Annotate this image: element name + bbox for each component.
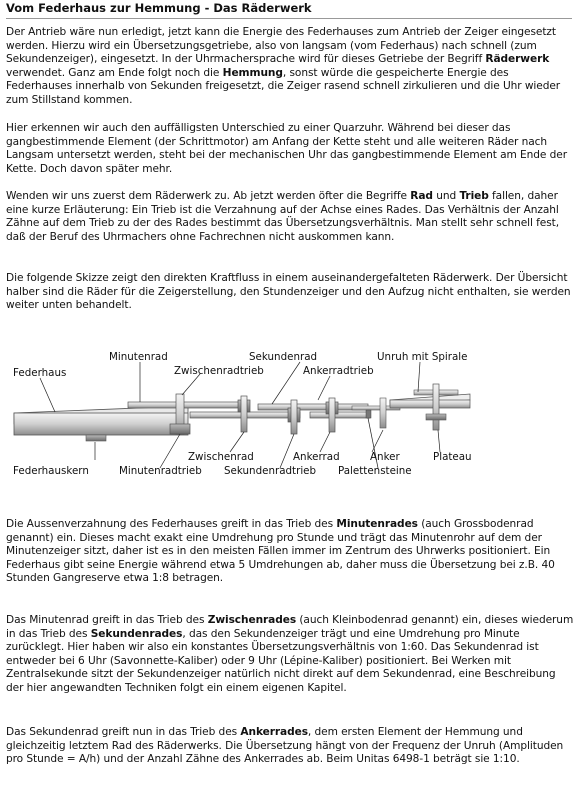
label-zwischenrad: Zwischenrad [188,451,254,463]
ankerrad-wheel [310,398,370,432]
bold-term: Hemmung [222,66,283,79]
bold-term: Sekundenrades [90,627,183,640]
paragraph-quartz-comparison: Hier erkennen wir auch den auffälligsten Unterschied zu einer Quarzuhr. Während bei dieser das gangbestimmende Element (der Schrittmotor) am Anfang der Kette steht und alle weiteren Räder nach Langsam untersetzt werden, steht bei der mechanischen Uhr das gangbestimmende Element am Ende der Kette. Doch davon später mehr. [6,122,567,175]
label-minutenrad: Minutenrad [109,351,168,363]
paragraph-sketch-intro: Die folgende Skizze zeigt den direkten Kraftfluss in einem auseinandergefalteten Räderwerk. Der Übersicht halber sind die Räder für die Zeigerstellung, den Stundenzeiger und den Aufzug nicht enthalten, sie werden weiter unten behandelt. [6,272,571,312]
label-unruh-mit-spirale: Unruh mit Spirale [377,351,468,363]
label-palettensteine: Palettensteine [338,465,412,477]
label-sekundenradtrieb: Sekundenradtrieb [224,465,317,477]
label-sekundenrad: Sekundenrad [249,351,318,363]
label-zwischenradtrieb: Zwischenradtrieb [174,365,264,377]
label-anker: Anker [370,451,400,463]
paragraph-ankerrad: Das Sekundenrad greift nun in das Trieb des Ankerrades, dem ersten Element der Hemmung und gleichzeitig letztem Rad des Räderwerks. Die Übersetzung hängt von der Frequenz der Unruh (Amplituden pro Stunde = A/h) und der Anzahl Zähne des Ankerrades ab. Beim Unitas 6498-1 beträgt sie 1:10. [6,726,564,766]
label-minutenradtrieb: Minutenradtrieb [119,465,202,477]
label-ankerrad: Ankerrad [293,451,340,463]
bold-term: Zwischenrades [207,614,297,626]
federhaus-barrel [14,406,188,441]
bold-term: Trieb [459,190,489,202]
label-ankerradtrieb: Ankerradtrieb [303,365,374,377]
label-plateau: Plateau [433,451,472,463]
zwischenrad-wheel [190,396,300,432]
paragraph-zwischenrad-sekundenrad: Das Minutenrad greift in das Trieb des Zwischenrades (auch Kleinbodenrad genannt) ein, dieses wiederum in das Trieb des Sekundenrades, das den Sekundenzeiger trägt und eine Umdrehung pro Minute zurücklegt. Hier haben wir also ein konstantes Übersetzungsverhältnis von 1:60. Das Sekundenrad ist entweder bei 6 Uhr (Savonnette-Kaliber) oder 9 Uhr (Lépine-Kaliber) positioniert. Bei Werken mit Zentralsekunde sitzt der Sekundenzeiger natürlich nicht direkt auf dem Sekundenrad, eine Beschreibung der hier angewandten Techniken folgt ein einem eigenen Kapitel. [6,614,574,694]
label-federhauskern: Federhauskern [13,465,89,477]
bold-term: Ankerrades [240,726,308,738]
page-title: Vom Federhaus zur Hemmung - Das Räderwerk [6,1,572,19]
paragraph-minutenrad: Die Aussenverzahnung des Federhauses greift in das Trieb des Minutenrades (auch Grossbodenrad genannt) ein. Dieses macht exakt eine Umdrehung pro Stunde und trägt das Minutenrohr auf dem der Minutenzeiger sitzt, daher ist es in den meisten Fällen immer im Zentrum des Uhrwerks positioniert. Ein Federhaus gibt seine Energie während etwa 5 Umdrehungen ab, daher muss die Übersetzung bei z.B. 40 Stunden Gangreserve etwa 1:8 betragen. [6,518,555,585]
bold-term: Räderwerk [485,53,550,66]
gear-train-diagram [0,340,579,490]
bold-term: Rad [410,190,433,202]
label-federhaus: Federhaus [13,367,67,379]
bold-term: Minutenrades [336,518,418,530]
paragraph-rad-trieb: Wenden wir uns zuerst dem Räderwerk zu. Ab jetzt werden öfter die Begriffe Rad und Trieb fallen, daher eine kurze Erläuterung: Ein Trieb ist die Verzahnung auf der Achse eines Rades. Das Verhältnis der Anzahl Zähne auf dem Trieb zu der des Rades bestimmt das Übersetzungsverhältnis. Man stellt sehr schnell fest, daß der Beruf des Uhrmachers ohne Fachrechnen nicht auskommen kann. [6,190,560,243]
paragraph-intro: Der Antrieb wäre nun erledigt, jetzt kann die Energie des Federhauses zum Antrieb der Zeiger eingesetzt werden. Hierzu wird ein Übersetzungsgetriebe, also von langsam (vom Federhaus) nach schnell (zum Sekundenzeiger), eingesetzt. In der Uhrmachersprache wird für dieses Getriebe der Begriff Räderwerk verwendet. Ganz am Ende folgt noch die Hemmung, sonst würde die gespeicherte Energie des Federhauses innerhalb von Sekunden freigesetzt, die Zeiger rasend schnell zirkulieren und die Uhr wieder zum Stillstand kommen. [6,26,561,106]
unruh-balance [390,384,470,430]
